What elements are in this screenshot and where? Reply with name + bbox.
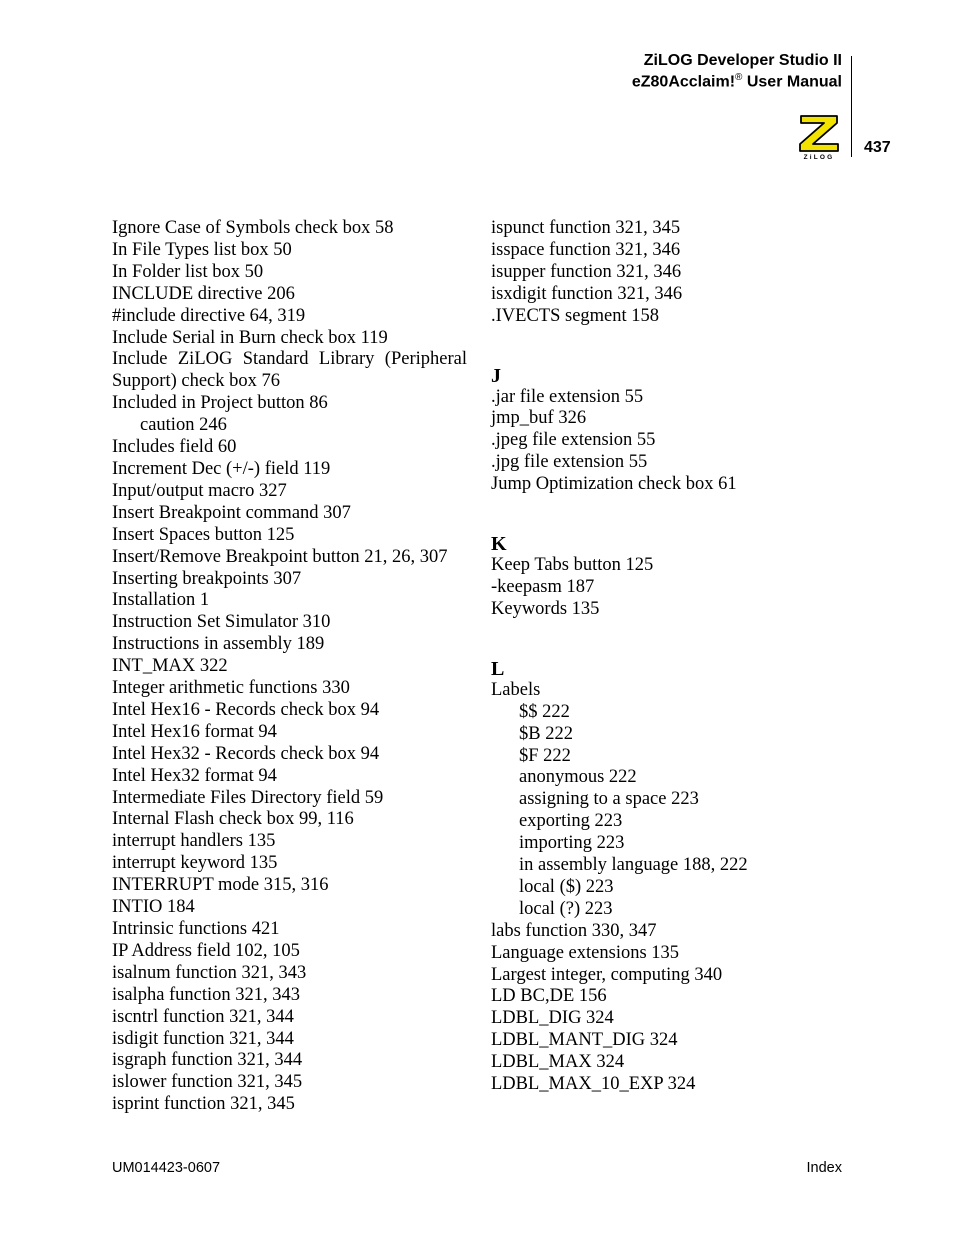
index-entry: LDBL_MANT_DIG 324 bbox=[491, 1030, 678, 1051]
index-entry: .jpg file extension 55 bbox=[491, 452, 648, 473]
index-entry: Jump Optimization check box 61 bbox=[491, 474, 737, 495]
registered-mark: ® bbox=[735, 72, 743, 83]
index-subentry: caution 246 bbox=[140, 415, 227, 436]
index-subentry: local ($) 223 bbox=[519, 876, 614, 897]
index-entry: Included in Project button 86 bbox=[112, 393, 328, 414]
header-divider bbox=[851, 56, 852, 157]
doc-subtitle bbox=[632, 72, 842, 91]
index-subentry: in assembly language 188, 222 bbox=[519, 855, 748, 876]
section-letter-l: L bbox=[491, 657, 505, 680]
section-letter-k: K bbox=[491, 533, 507, 556]
index-entry: iscntrl function 321, 344 bbox=[112, 1006, 294, 1027]
index-entry: jmp_buf 326 bbox=[491, 408, 587, 429]
index-entry: isalpha function 321, 343 bbox=[112, 984, 301, 1005]
index-entry: isgraph function 321, 344 bbox=[112, 1050, 303, 1071]
document-id: UM014423-0607 bbox=[112, 1160, 221, 1176]
zilog-logo-icon bbox=[795, 113, 843, 161]
index-entry: .jar file extension 55 bbox=[491, 386, 644, 407]
doc-subtitle-prefix: eZ80Acclaim! bbox=[631, 73, 736, 91]
index-entry: Include ZiLOG Standard Library (Peripheral bbox=[112, 349, 467, 370]
index-entry: LDBL_MAX_10_EXP 324 bbox=[491, 1074, 696, 1095]
index-entry: isdigit function 321, 344 bbox=[112, 1028, 294, 1049]
index-entry: Installation 1 bbox=[112, 590, 210, 611]
index-entry: INTIO 184 bbox=[112, 897, 195, 918]
index-entry: Insert/Remove Breakpoint button 21, 26, 307 bbox=[112, 546, 448, 567]
index-entry: .IVECTS segment 158 bbox=[491, 305, 660, 326]
index-entry: In File Types list box 50 bbox=[112, 239, 292, 260]
index-entry: Instructions in assembly 189 bbox=[112, 634, 325, 655]
doc-subtitle-suffix: User Manual bbox=[742, 73, 842, 91]
index-entry: Increment Dec (+/-) field 119 bbox=[112, 458, 331, 479]
page-number: 437 bbox=[864, 139, 891, 156]
index-entry: Largest integer, computing 340 bbox=[491, 964, 723, 985]
index-entry: Ignore Case of Symbols check box 58 bbox=[112, 218, 394, 238]
index-entry: ispunct function 321, 345 bbox=[491, 218, 681, 238]
index-entry: Internal Flash check box 99, 116 bbox=[112, 809, 354, 830]
index-entry: Include Serial in Burn check box 119 bbox=[112, 327, 388, 348]
index-entry: INTERRUPT mode 315, 316 bbox=[112, 875, 329, 896]
index-subentry: assigning to a space 223 bbox=[519, 789, 699, 810]
index-entry: LD BC,DE 156 bbox=[491, 986, 607, 1007]
index-subentry: exporting 223 bbox=[519, 811, 623, 832]
index-entry: Intel Hex32 format 94 bbox=[112, 765, 277, 786]
index-subentry: $F 222 bbox=[519, 745, 571, 766]
index-entry: labs function 330, 347 bbox=[491, 920, 657, 941]
index-entry: INT_MAX 322 bbox=[112, 656, 228, 677]
index-column-right bbox=[491, 218, 851, 1096]
index-entry: Keywords 135 bbox=[491, 598, 600, 619]
index-entry: Intel Hex16 - Records check box 94 bbox=[112, 699, 380, 720]
index-entry: INCLUDE directive 206 bbox=[112, 283, 295, 304]
index-entry: IP Address field 102, 105 bbox=[112, 940, 300, 961]
index-entry: Inserting breakpoints 307 bbox=[112, 568, 302, 589]
index-entry: Keep Tabs button 125 bbox=[491, 555, 654, 576]
index-entry: In Folder list box 50 bbox=[112, 261, 264, 282]
section-name: Index bbox=[806, 1160, 842, 1176]
index-subentry: importing 223 bbox=[519, 833, 625, 854]
index-entry: isalnum function 321, 343 bbox=[112, 962, 307, 983]
index-entry: isprint function 321, 345 bbox=[112, 1094, 295, 1115]
index-entry: Insert Spaces button 125 bbox=[112, 524, 295, 545]
index-entry: interrupt handlers 135 bbox=[112, 831, 276, 852]
index-entry: Intermediate Files Directory field 59 bbox=[112, 787, 384, 808]
doc-title: ZiLOG Developer Studio II bbox=[643, 52, 842, 69]
index-subentry: anonymous 222 bbox=[519, 767, 637, 788]
index-subentry: $B 222 bbox=[519, 723, 573, 744]
section-letter-j: J bbox=[491, 364, 501, 387]
index-entry-continuation: Support) check box 76 bbox=[112, 371, 281, 392]
index-entry: Labels bbox=[491, 679, 541, 700]
index-entry: Language extensions 135 bbox=[491, 942, 680, 963]
index-entry: LDBL_MAX 324 bbox=[491, 1052, 625, 1073]
index-entry: islower function 321, 345 bbox=[112, 1072, 303, 1093]
index-entry: Input/output macro 327 bbox=[112, 480, 287, 501]
index-entry: Intel Hex16 format 94 bbox=[112, 721, 277, 742]
index-entry: Includes field 60 bbox=[112, 437, 237, 458]
index-entry: isxdigit function 321, 346 bbox=[491, 283, 683, 304]
index-entry: .jpeg file extension 55 bbox=[491, 430, 656, 451]
index-entry: Insert Breakpoint command 307 bbox=[112, 502, 351, 523]
index-entry: isspace function 321, 346 bbox=[491, 239, 681, 260]
index-column-left bbox=[112, 218, 467, 1116]
index-entry: #include directive 64, 319 bbox=[112, 305, 306, 326]
index-entry: LDBL_DIG 324 bbox=[491, 1008, 614, 1029]
index-entry: -keepasm 187 bbox=[491, 576, 595, 597]
logo-wordmark: ZiLOG bbox=[803, 154, 835, 161]
index-subentry: $$ 222 bbox=[519, 701, 570, 722]
index-entry: Intel Hex32 - Records check box 94 bbox=[112, 743, 380, 764]
index-entry: interrupt keyword 135 bbox=[112, 853, 278, 874]
index-entry: isupper function 321, 346 bbox=[491, 261, 682, 282]
index-subentry: local (?) 223 bbox=[519, 898, 613, 919]
index-entry: Intrinsic functions 421 bbox=[112, 919, 280, 939]
index-entry: Integer arithmetic functions 330 bbox=[112, 678, 350, 699]
index-entry: Instruction Set Simulator 310 bbox=[112, 612, 331, 633]
